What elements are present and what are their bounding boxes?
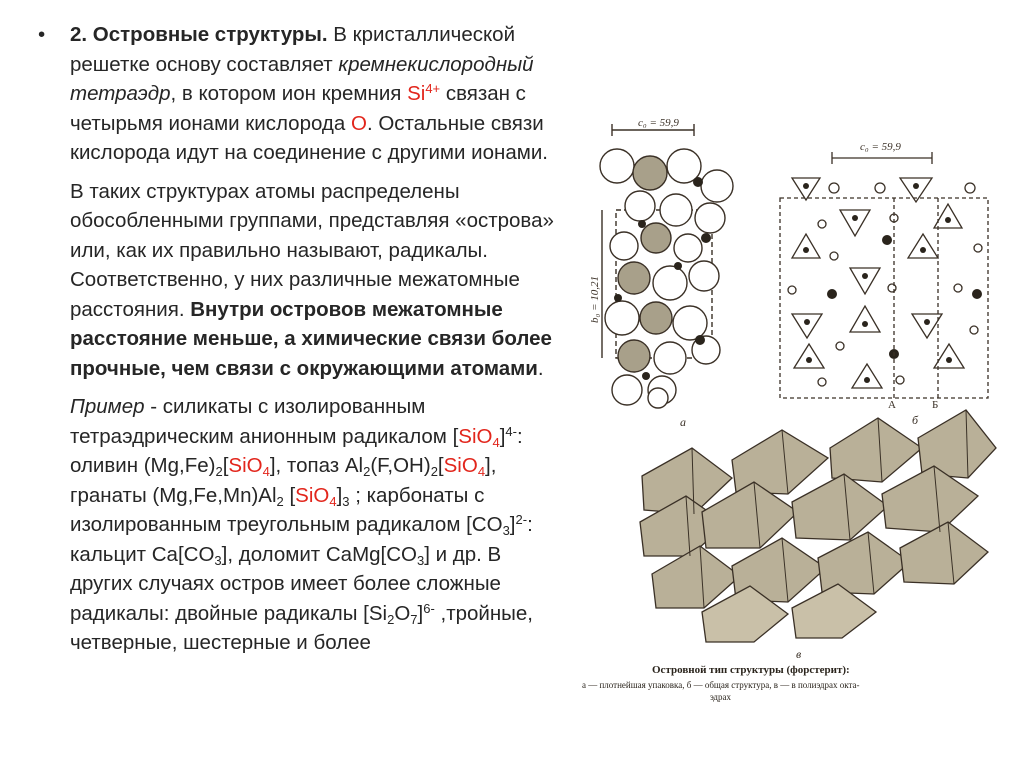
- paragraph-2: В таких структурах атомы распределены обособленными группами, представляя «острова» или, как их правильно называют, радикалы. Соответственно, у них различные межатомные расстояния. Внутри островов межатомные расстояние меньше, а химические связи более прочные, чем связи с окружающими атомами.: [70, 179, 554, 380]
- figure-caption-line2: эдрах: [710, 692, 731, 702]
- panel-b-label: б: [912, 413, 919, 427]
- paragraph-1: 2. Островные структуры. В кристаллической решетке основу составляет кремнекислородный тетраэдр, в котором ион кремния $Si^{4+}$ связан с четырьмя ионами кислорода О. Остальные связи кислорода идут на соединение с другими ионами.: [70, 23, 548, 164]
- bullet: •: [38, 23, 46, 46]
- paragraph-3: Пример - силикаты с изолированным тетраэдрическим анионным радикалом $[SiO_4]^{4-}$: оливин $(Mg,Fe)_2[SiO_4]$, топаз $Al_2(F,OH)_2[SiO_4]$, гранаты $(Mg,Fe,Mn)Al_2$ $[SiO_4]_3$ ; карбонаты с изолированным треугольным радикалом $[CO_3]^{2-}$: кальцит $Ca[CO_3]$, доломит $CaMg[CO_3]$ и др. В других случаях остров имеет более сложные радикалы: двойные радикалы $[Si_2O_7]^{6-}$ ,тройные, четверные, шестерные и более: [70, 395, 533, 654]
- emphasis: Внутри островов межатомные расстояние меньше, а химические связи более прочные, чем связи с окружающими атомами: [70, 297, 552, 380]
- figure-caption-title: Островной тип структуры (форстерит):: [652, 664, 850, 676]
- panel-v-polyhedra: [640, 410, 996, 642]
- main-text: [70, 20, 565, 658]
- b0-label: b₀ = 10,21: [589, 276, 601, 323]
- panel-v-label: в: [796, 647, 802, 661]
- label-A: А: [888, 399, 896, 411]
- panel-b-general-structure: [780, 152, 988, 398]
- label-B: Б: [932, 399, 939, 411]
- c0-left-label: c₀ = 59,9: [638, 118, 679, 129]
- panel-a-label: а: [680, 415, 686, 429]
- forsterite-structure-figure: [582, 118, 1002, 718]
- section-heading: 2. Островные структуры.: [70, 23, 328, 46]
- figure-caption-line1: а — плотнейшая упаковка, б — общая структура, в — в полиэдрах окта-: [582, 680, 860, 690]
- panel-a-close-packing: [600, 124, 733, 408]
- c0-right-label: c₀ = 59,9: [860, 141, 901, 153]
